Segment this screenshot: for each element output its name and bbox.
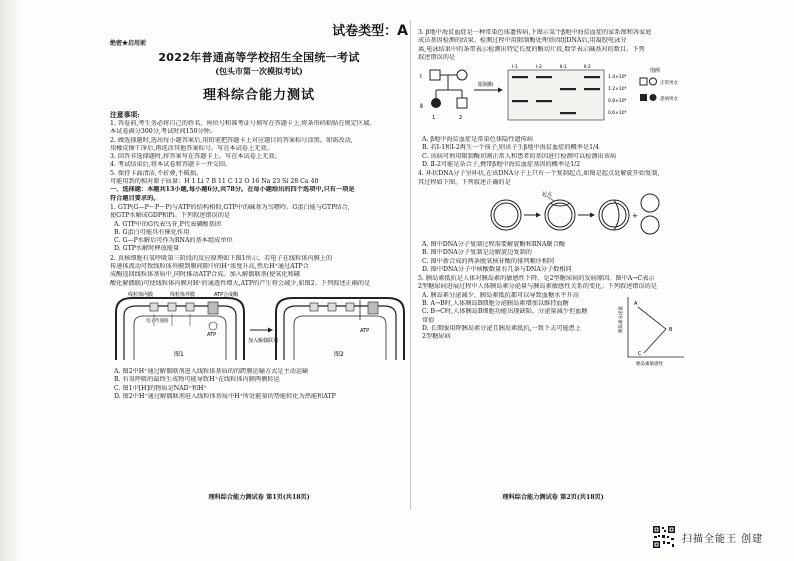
origin-label: 起点 bbox=[542, 191, 553, 198]
scanner-watermark bbox=[652, 524, 763, 550]
qr-code-icon bbox=[652, 525, 676, 549]
insulin-graph bbox=[614, 293, 688, 369]
question-stem: 传递体流动可致线粒体外膜到膜间隙中的H⁺浓度升高,然后H⁺通过ATP合 bbox=[110, 263, 309, 271]
option-b: B. A→B时,人体胰岛B细胞分泌胰岛素增加以维持血糖 bbox=[422, 300, 569, 308]
question-3 bbox=[418, 29, 688, 169]
question-4 bbox=[418, 170, 688, 274]
option-a: A. GTP中的G代表鸟苷,P代表磷酸基团 bbox=[114, 220, 221, 228]
option-a: A. β地中海贫血症是常染色体隐性遗传病 bbox=[422, 136, 533, 144]
pedigree-gel-diagram bbox=[418, 64, 688, 130]
legend-title: 图例 bbox=[650, 68, 661, 75]
question-stem: 1. GTP(G—P～P～P)与ATP的结构相似,GTP中的碱基为鸟嘌呤。G蛋白能与GTP结合, bbox=[110, 203, 350, 211]
svg-text:1: 1 bbox=[432, 115, 436, 122]
question-stem: 5. 胰岛素抵抗是人体对胰岛素的敏感性下降。是2型糖尿病的发病原因。图中A→C表示 bbox=[418, 275, 655, 283]
note-line: 4. 考试结束后,将本试卷和答题卡一并交回。 bbox=[110, 161, 232, 169]
scanner-label: 扫描全能王 创建 bbox=[682, 533, 764, 545]
graph-point-a: A bbox=[634, 301, 638, 308]
svg-text:+: + bbox=[632, 211, 638, 220]
option-d: D. 长期服用降胰岛素分泌且胰岛素抵抗,一致下去可能患上 bbox=[422, 324, 582, 332]
question-stem: 叙述错误的是 bbox=[418, 53, 456, 61]
mitochondria-figure bbox=[110, 290, 408, 366]
question-stem: 4. 环状DNA分子呈环状,在该DNA分子上只有一个复制起点,如图是起点处解旋开始复制, bbox=[418, 170, 660, 178]
mitochondria-diagram bbox=[110, 290, 408, 362]
note-line: 5. 保持卡面清洁,不折叠,不破损。 bbox=[110, 169, 203, 177]
question-stem: 成员基因检测的结果。检测过程中用限制酶处理基因组DNA后,用凝胶电泳分 bbox=[418, 37, 627, 45]
subject-title: 理科综合能力测试 bbox=[202, 88, 315, 103]
option-c: C. B→C时,人体胰岛B细胞功能出现缺陷、分泌量减少但血糖 bbox=[422, 308, 588, 316]
page-footer-right: 理科综合能力测试卷 第2页(共18页) bbox=[502, 494, 604, 501]
option-c: C. G—P水解后可作为RNA的基本组成单位 bbox=[114, 237, 233, 245]
left-page bbox=[110, 23, 408, 501]
paper-type-label: 试卷类型： bbox=[332, 24, 398, 39]
option-d-cont: 2型糖尿病 bbox=[422, 333, 451, 341]
question-5 bbox=[418, 275, 688, 368]
note-line: 本试卷满分300分,考试时间150分钟。 bbox=[110, 128, 217, 136]
q5-options bbox=[418, 292, 608, 342]
dna-replication-figure bbox=[418, 189, 688, 239]
option-b: B. 图中DNA分子复制是边解旋边复制的 bbox=[422, 249, 532, 257]
size-label: 0.6×10⁴ bbox=[608, 111, 627, 117]
exam-subtitle: (包头市第一次模拟考试) bbox=[215, 66, 303, 76]
electron-chain-label: 电子传递链 bbox=[146, 318, 169, 324]
option-c-cont: 常值 bbox=[422, 316, 435, 324]
graph-ylabel: 胰岛素分泌量 bbox=[619, 306, 624, 334]
enzyme-label: 限制酶 bbox=[478, 82, 494, 89]
exam-title: 2022年普通高等学校招生全国统一考试 bbox=[158, 51, 360, 64]
page-fold bbox=[410, 20, 411, 510]
svg-text:Ⅰ: Ⅰ bbox=[420, 73, 422, 81]
paper-type-value: A bbox=[397, 23, 408, 39]
svg-text:Ⅱ: Ⅱ bbox=[420, 103, 423, 111]
graph-xlabel: 胰岛素敏感性 bbox=[636, 362, 663, 368]
option-d: D. 图中DNA分子中核酸数量有几条与DNA分子数相同 bbox=[422, 265, 572, 273]
question-stem: 2. 真核细胞有氧呼吸第三阶段的反应原理如下图1所示。若电子在线粒体内膜上的 bbox=[110, 254, 333, 262]
dna-replication-diagram bbox=[418, 189, 688, 235]
note-line: 2. 做选择题时,选出每小题答案后,用铅笔把答题卡上对应题目的答案标号涂黑。如需改动, bbox=[110, 136, 353, 144]
section-heading: 符合题目要求的。 bbox=[110, 194, 160, 202]
question-stem: 成酶返回线粒体基质中,同时推动ATP合成。加入解偶联剂(使氧化和磷 bbox=[110, 271, 301, 279]
inner-membrane-label: 线粒体内膜 bbox=[128, 291, 154, 298]
size-label: 1.4×10⁴ bbox=[608, 75, 627, 81]
option-d: D. GTP水解时释放能量 bbox=[114, 245, 180, 253]
graph-point-b: B bbox=[669, 327, 673, 334]
lane-label: Ⅱ-1 bbox=[560, 65, 567, 71]
question-stem: 使GTP水解成GDP和Pi。下列叙述错误的是 bbox=[110, 212, 231, 220]
lane-label: Ⅰ-2 bbox=[536, 65, 542, 71]
outer-membrane-label: 线粒体外膜 bbox=[170, 291, 196, 298]
question-stem: 酸化解偶联)可使线粒体内膜对H⁺的通透性增大,ATP的产生将会减少,如图2。下列叙述正确的是 bbox=[110, 279, 371, 287]
notes-heading: 注意事项: bbox=[110, 111, 140, 119]
option-d: D. 图2中H⁺通过解偶联剂进入线粒体基质中H⁺所处能量的势能转化为热能和ATP bbox=[114, 392, 336, 400]
uncoupler-label: 加入解偶联剂 bbox=[248, 337, 279, 344]
fig2-caption: 图2 bbox=[334, 350, 344, 358]
option-a: A. 图2中H⁺通过解偶联剂进入线粒体基质的的跨膜运输方式是主动运输 bbox=[114, 367, 309, 375]
atp-label-1: ATP bbox=[207, 331, 217, 338]
fig1-caption: 图1 bbox=[174, 350, 184, 358]
question-2 bbox=[110, 255, 408, 401]
option-a: A. 图中DNA分子复制过程需要解旋酶和RNA聚合酶 bbox=[422, 240, 565, 248]
legend-normal: 正常男女 bbox=[660, 81, 678, 87]
option-c: C. 图1中[H]的物质是NAD⁺和H⁺ bbox=[114, 384, 207, 392]
right-page bbox=[418, 28, 688, 501]
question-1 bbox=[110, 204, 408, 254]
option-a: A. 胰岛素分泌减少、胰岛素抵抗都可以导致血糖水平升高 bbox=[422, 291, 579, 299]
scan-edge bbox=[0, 0, 22, 561]
question-stem: 其过程如下图。下列叙述正确的是 bbox=[418, 178, 511, 186]
lane-label: Ⅱ-2 bbox=[584, 65, 591, 71]
legend-affected: 患病男女 bbox=[660, 97, 678, 103]
paper-type bbox=[332, 20, 408, 39]
note-line: 用橡皮擦干净后,再选涂其他答案标号。写在本试卷上无效。 bbox=[110, 144, 273, 152]
question-stem: 离,电泳结果中的条带表示检测出特定长度的酶切片段,数字表示碱基对的数目。下列 bbox=[418, 45, 645, 53]
lane-label: Ⅰ-1 bbox=[512, 65, 518, 71]
page-footer-left: 理科综合能力测试卷 第1页(共18页) bbox=[208, 494, 310, 501]
secret-mark: 绝密★启用前 bbox=[110, 40, 147, 47]
option-c: C. 该病可利用限制酶切割正常人和患者的基因进行检测可以检测出该病 bbox=[422, 152, 617, 160]
section-heading: 一、选择题：本题共13小题,每小题6分,共78分。在每小题给出的四个选项中,只有一项是 bbox=[110, 186, 355, 194]
option-b: B. G蛋白可能具有催化作用 bbox=[114, 228, 190, 236]
atp-synthase-label: ATP合成酶 bbox=[214, 291, 239, 298]
pedigree-figure bbox=[418, 64, 688, 134]
note-line: 1. 答卷前,考生务必将自己的姓名、座位号和准考证号填写在答题卡上,将条形码粘贴在规定区域。 bbox=[110, 120, 376, 127]
question-stem: 2型糖尿病进展过程中人体胰岛素分泌量与胰岛素敏感性关系的变化。下列叙述错误的是 bbox=[418, 283, 658, 291]
option-c: C. 图中新合成的两条脱氧核苷酸的排列顺序相同 bbox=[422, 257, 555, 265]
graph-point-c: C bbox=[638, 351, 642, 358]
size-label: 0.8×10⁴ bbox=[608, 99, 627, 105]
note-line: 3. 回答非选择题时,将答案写在答题卡上。写在本试卷上无效。 bbox=[110, 153, 281, 161]
atomic-mass-line: 可能用到的相对原子质量：H 1 Li 7 B 11 C 12 O 16 Na 23 Si 28 Ca 40 bbox=[110, 178, 319, 186]
option-b: B. 有氧呼吸的最终生成物可能导致H⁺在线粒体内膜两侧转运 bbox=[114, 376, 280, 384]
option-b: B. 若Ⅰ-1和Ⅰ-2再生一个孩子,则该子生β地中海贫血症的概率是1/4 bbox=[422, 144, 600, 152]
size-label: 1.2×10⁴ bbox=[608, 87, 627, 93]
atp-label-2: ATP bbox=[360, 327, 370, 334]
option-d: D. Ⅱ-2可能是杂合子,携带β地中海贫血症基因的概率是1/2 bbox=[422, 161, 581, 169]
notes-list bbox=[110, 120, 408, 203]
question-stem: 3. β地中海贫血症是一种常染色体遗传病,下图示某个β地中海贫血症的家系图和各家庭 bbox=[418, 29, 652, 36]
svg-text:2: 2 bbox=[459, 115, 463, 122]
